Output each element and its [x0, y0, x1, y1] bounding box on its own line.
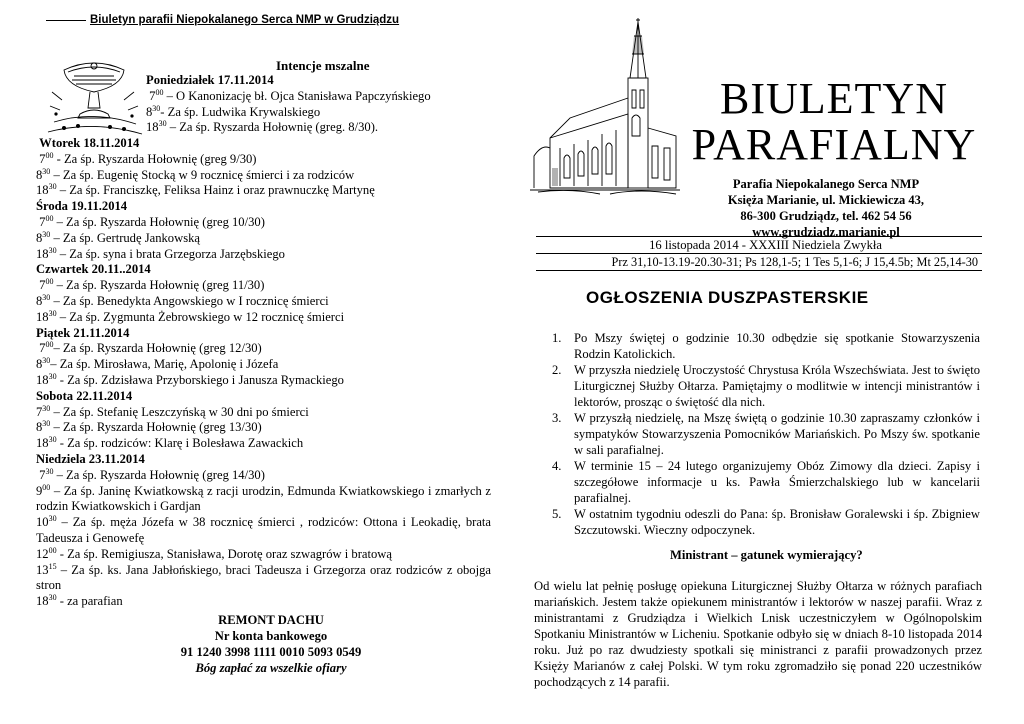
church-illustration: [530, 18, 680, 196]
intention-line: $9^{00}$ – Za śp. Janinę Kwiatkowską z racji urodzin, Edmunda Kwiatkowskiego i zmarłych z rodzin Kwiatkowskich i Gardjan: [36, 482, 491, 514]
roof-repair-box: [156, 612, 386, 676]
intention-line: $7^{00}$ – Za śp. Ryszarda Hołownię (greg 11/30): [39, 277, 265, 293]
issue-date: 16 listopada 2014 - XXXIII Niedziela Zwykła: [536, 236, 982, 254]
thanks-text: Bóg zapłać za wszelkie ofiary: [195, 661, 347, 675]
left-column: [36, 0, 506, 724]
bank-account-number: 91 1240 3998 1111 0010 5093 0549: [180, 645, 362, 659]
parish-address: Księża Marianie, ul. Mickiewicza 43,: [727, 193, 925, 207]
day-heading: Wtorek 18.11.2014: [39, 136, 140, 150]
right-column: [530, 0, 990, 724]
intention-line: $18^{30}$ – Za śp. Franciszkę, Feliksa Hainz i oraz prawnuczkę Martynę: [36, 182, 375, 198]
list-item: 3. W przyszłą niedzielę, na Mszę świętą o godzinie 10.30 zapraszamy członków i sympatyków Stowarzyszenia Pomocników Mariańskich. Po Mszy św. spotkanie w sali parafialnej.: [552, 411, 980, 457]
day-heading: Poniedziałek 17.11.2014: [146, 73, 274, 87]
intention-line: $12^{00}$ - Za śp. Remigiusza, Stanisława, Dorotę oraz szwagrów i bratową: [36, 545, 392, 561]
intention-line: $8^{30}$ – Za śp. Ryszarda Hołownię (greg 13/30): [36, 419, 262, 435]
running-header: [46, 14, 399, 26]
parish-info: [706, 176, 946, 240]
intention-line: $10^{30}$ – Za śp. męża Józefa w 38 rocznicę śmierci , rodziców: Ottona i Leokadię, brata Tadeusza i Genowefę: [36, 514, 491, 545]
parish-city-phone: 86-300 Grudziądz, tel. 462 54 56: [740, 209, 912, 223]
intention-line: $18^{30}$ - za parafian: [36, 593, 123, 609]
intention-line: $7^{30}$ – Za śp. Stefanię Leszczyńską w 30 dni po śmierci: [36, 403, 309, 419]
article-title: Ministrant – gatunek wymierający?: [670, 548, 863, 562]
intentions-title: Intencje mszalne: [276, 58, 370, 73]
intention-line: $18^{30}$ – Za śp. Zygmunta Żebrowskiego w 12 rocznicę śmierci: [36, 308, 345, 324]
intention-line: $7^{00}$ – O Kanonizację bł. Ojca Stanisława Papczyńskiego: [149, 87, 431, 103]
bulletin-title-line1: BIULETYN: [720, 74, 948, 123]
bulletin-title: [680, 76, 988, 168]
intention-line: $8^{30}$ – Za śp. Gertrudę Jankowską: [36, 229, 200, 245]
intention-line: $7^{00}$ - Za śp. Ryszarda Hołownię (greg 9/30): [39, 150, 257, 166]
day-heading: Sobota 22.11.2014: [36, 388, 133, 403]
announcements-list: [552, 330, 980, 538]
list-item: 1. Po Mszy świętej o godzinie 10.30 odbędzie się spotkanie Stowarzyszenia Rodzin Katolickich.: [552, 331, 980, 361]
running-header-text: Biuletyn parafii Niepokalanego Serca NMP w Grudziądzu: [90, 14, 400, 26]
intention-line: $8^{30}-$ Za śp. Mirosława, Marię, Apolonię i Józefa: [36, 356, 279, 372]
chalice-illustration: [44, 52, 144, 140]
week-intentions: [36, 136, 491, 610]
monday-intentions: [146, 73, 431, 136]
intention-line: $18^{30}$ – Za śp. syna i brata Grzegorza Jarzębskiego: [36, 245, 285, 261]
intention-line: $7^{30}$ – Za śp. Ryszarda Hołownię (greg 14/30): [39, 466, 265, 482]
parish-website: www.grudziadz.marianie.pl: [752, 225, 900, 239]
liturgical-readings: Prz 31,10-13.19-20.30-31; Ps 128,1-5; 1 Tes 5,1-6; J 15,4.5b; Mt 25,14-30: [536, 254, 982, 271]
roof-repair-title: REMONT DACHU: [218, 613, 324, 627]
bank-account-label: Nr konta bankowego: [214, 629, 328, 643]
list-item: 4. W terminie 15 – 24 lutego organizujemy Obóz Zimowy dla dzieci. Zapisy i szczegółowe informacje u ks. Pawła Śmierzchalskiego lub w kancelarii parafialnej.: [552, 459, 980, 505]
intention-line: $13^{15}$ – Za śp. ks. Jana Jabłońskiego, braci Tadeusza i Grzegorza oraz rodziców z obojga stron: [36, 561, 491, 593]
parish-name: Parafia Niepokalanego Serca NMP: [732, 177, 920, 191]
day-heading: Środa 19.11.2014: [36, 199, 128, 214]
intention-line: $18^{30}$ – Za śp. Ryszarda Hołownię (greg. 8/30).: [146, 119, 379, 135]
intention-line: $8^{30}-$ Za śp. Ludwika Krywalskiego: [146, 103, 321, 119]
announcements-title: OGŁOSZENIA DUSZPASTERSKIE: [586, 288, 869, 307]
day-heading: Czwartek 20.11..2014: [36, 262, 151, 277]
day-heading: Niedziela 23.11.2014: [36, 451, 145, 466]
intention-line: $18^{30}$ - Za śp. rodziców: Klarę i Bolesława Zawackich: [36, 435, 304, 451]
article-body: Od wielu lat pełnię posługę opiekuna Liturgicznej Służby Ołtarza w różnych parafiach mariańskich. Jestem także opiekunem ministrantów i lektorów w naszej parafii. Wraz z ministrantami z Grudziądza i Wielkich Lnisk uczestniczyłem w Ogólnopolskim Spotkaniu Ministrantów w Licheniu. Spotkanie odbyło się w dniach 8-10 listopada 2014 roku. Już po raz dwudziesty spotkali się ministranci z parafii prowadzonych przez Księży Marianów z całej Polski. W tym roku zgromadziło się ponad 220 uczestników pochodzących z 14 parafii.: [534, 579, 982, 689]
intention-line: $7^{00}-$ Za śp. Ryszarda Hołownię (greg 12/30): [39, 340, 262, 356]
list-item: 2. W przyszła niedzielę Uroczystość Chrystusa Króla Wszechświata. Jest to święto Liturgicznej Służby Ołtarza. Pamiętajmy o modlitwie w intencji ministrantów i lektorów, prosząc o świętość dla nich.: [552, 363, 980, 409]
intention-line: $18^{30}$ - Za śp. Zdzisława Przyborskiego i Janusza Rymackiego: [36, 371, 344, 387]
day-heading: Piątek 21.11.2014: [36, 325, 130, 340]
bulletin-title-line2: PARAFIALNY: [691, 120, 977, 169]
intention-line: $8^{30}$ – Za śp. Eugenię Stocką w 9 rocznicę śmierci i za rodziców: [36, 166, 355, 182]
list-item: 5. W ostatnim tygodniu odeszli do Pana: śp. Bronisław Goralewski i śp. Zbigniew Szczutowski. Wieczny odpoczynek.: [552, 507, 980, 537]
intention-line: $8^{30}$ – Za śp. Benedykta Angowskiego w I rocznicę śmierci: [36, 292, 329, 308]
intention-line: $7^{00}$ – Za śp. Ryszarda Hołownię (greg 10/30): [39, 213, 265, 229]
